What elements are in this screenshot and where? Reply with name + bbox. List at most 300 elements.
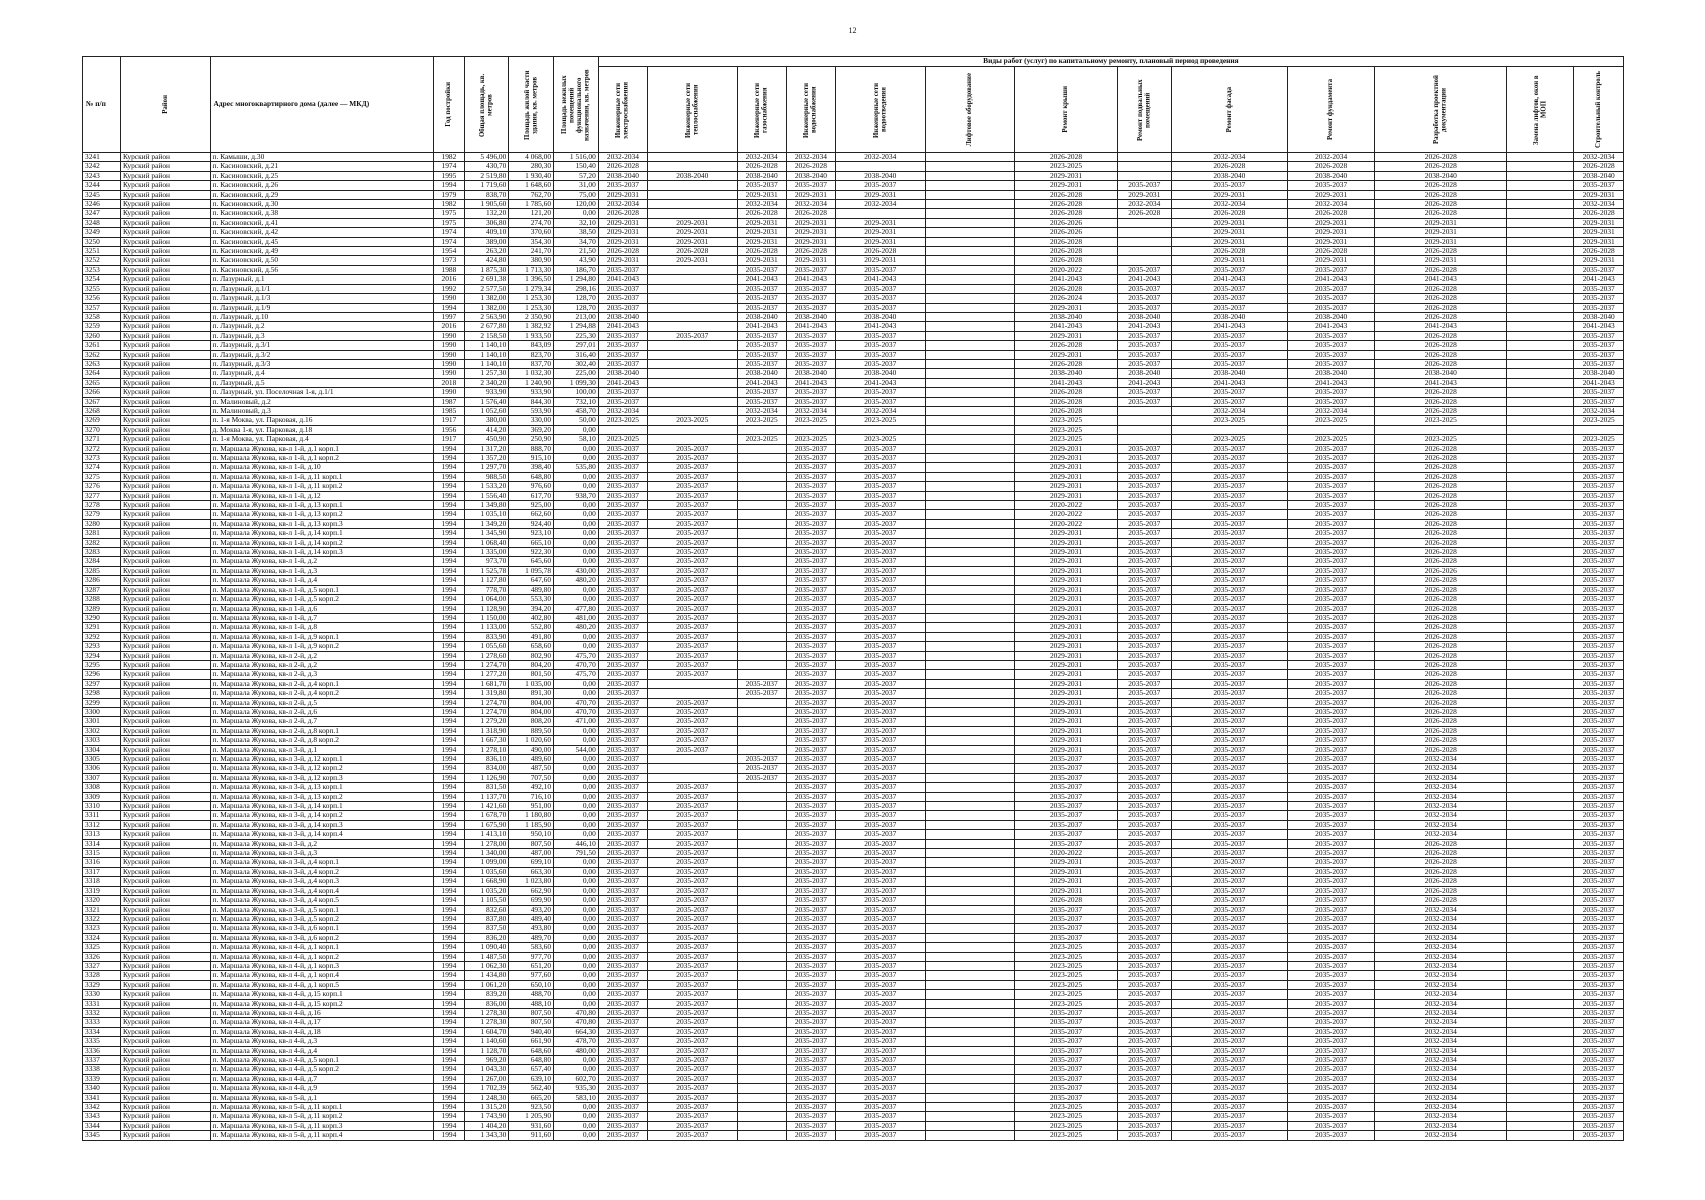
col-basement: 2035-2037 bbox=[1117, 707, 1171, 716]
col-index: 3306 bbox=[83, 764, 121, 773]
table-row bbox=[83, 350, 1624, 359]
col-basement: 2035-2037 bbox=[1117, 604, 1171, 613]
col-elevator bbox=[925, 331, 1015, 340]
col-sewerage: 2035-2037 bbox=[836, 980, 926, 989]
col-design-docs: 2032-2034 bbox=[1375, 1046, 1507, 1055]
col-power: 2035-2037 bbox=[598, 726, 647, 735]
col-sewerage: 2035-2037 bbox=[836, 1112, 926, 1121]
col-gas bbox=[737, 1074, 786, 1083]
col-lift-windows bbox=[1507, 745, 1574, 754]
col-power: 2035-2037 bbox=[598, 538, 647, 547]
col-living-area: 492,10 bbox=[509, 783, 554, 792]
col-facade: 2035-2037 bbox=[1171, 491, 1287, 500]
col-gas bbox=[737, 538, 786, 547]
col-facade: 2041-2043 bbox=[1171, 275, 1287, 284]
col-design-docs: 2026-2028 bbox=[1375, 726, 1507, 735]
col-facade: 2032-2034 bbox=[1171, 153, 1287, 162]
col-foundation: 2035-2037 bbox=[1288, 886, 1375, 895]
col-year: 2018 bbox=[434, 378, 464, 387]
col-construction-control: 2041-2043 bbox=[1574, 275, 1624, 284]
col-facade: 2035-2037 bbox=[1171, 341, 1287, 350]
col-year: 1994 bbox=[434, 1037, 464, 1046]
col-nonresidential-area: 43,90 bbox=[554, 256, 599, 265]
col-facade: 2035-2037 bbox=[1171, 971, 1287, 980]
col-lift-windows bbox=[1507, 1131, 1574, 1140]
col-foundation: 2035-2037 bbox=[1288, 811, 1375, 820]
col-water-supply: 2035-2037 bbox=[786, 961, 835, 970]
col-basement: 2035-2037 bbox=[1117, 642, 1171, 651]
col-address: п. Маршала Жукова, кв-л 1-й, д.5 корп.2 bbox=[210, 595, 434, 604]
col-district: Курский район bbox=[121, 538, 211, 547]
col-foundation: 2035-2037 bbox=[1288, 867, 1375, 876]
col-index: 3253 bbox=[83, 265, 121, 274]
col-nonresidential-area: 0,00 bbox=[554, 886, 599, 895]
col-sewerage: 2035-2037 bbox=[836, 943, 926, 952]
col-district: Курский район bbox=[121, 1027, 211, 1036]
col-construction-control: 2035-2037 bbox=[1574, 1084, 1624, 1093]
col-living-area: 1 180,80 bbox=[509, 811, 554, 820]
col-elevator bbox=[925, 1037, 1015, 1046]
col-roof: 2029-2031 bbox=[1015, 454, 1118, 463]
col-construction-control bbox=[1574, 425, 1624, 434]
col-living-area: 2 350,90 bbox=[509, 312, 554, 321]
table-row bbox=[83, 952, 1624, 961]
col-foundation: 2035-2037 bbox=[1288, 914, 1375, 923]
col-water-supply: 2035-2037 bbox=[786, 689, 835, 698]
col-design-docs: 2026-2028 bbox=[1375, 284, 1507, 293]
col-year: 1994 bbox=[434, 529, 464, 538]
col-address: п. Маршала Жукова, кв-л 1-й, д.14 корп.1 bbox=[210, 529, 434, 538]
col-basement: 2035-2037 bbox=[1117, 294, 1171, 303]
col-elevator bbox=[925, 200, 1015, 209]
col-elevator bbox=[925, 482, 1015, 491]
col-construction-control: 2035-2037 bbox=[1574, 745, 1624, 754]
col-year: 1994 bbox=[434, 679, 464, 688]
col-power: 2041-2043 bbox=[598, 275, 647, 284]
col-district: Курский район bbox=[121, 642, 211, 651]
col-sewerage: 2035-2037 bbox=[836, 1103, 926, 1112]
col-living-area: 380,90 bbox=[509, 256, 554, 265]
col-roof: 2029-2031 bbox=[1015, 566, 1118, 575]
col-water-supply: 2038-2040 bbox=[786, 369, 835, 378]
col-water-supply: 2035-2037 bbox=[786, 924, 835, 933]
col-foundation: 2035-2037 bbox=[1288, 905, 1375, 914]
col-foundation: 2035-2037 bbox=[1288, 698, 1375, 707]
col-gas: 2035-2037 bbox=[737, 341, 786, 350]
table-row bbox=[83, 576, 1624, 585]
col-construction-control: 2029-2031 bbox=[1574, 228, 1624, 237]
col-foundation: 2035-2037 bbox=[1288, 1018, 1375, 1027]
table-row bbox=[83, 519, 1624, 528]
col-construction-control: 2029-2031 bbox=[1574, 237, 1624, 246]
col-water-supply: 2035-2037 bbox=[786, 463, 835, 472]
table-row bbox=[83, 416, 1624, 425]
col-design-docs: 2041-2043 bbox=[1375, 275, 1507, 284]
col-power: 2035-2037 bbox=[598, 529, 647, 538]
col-power: 2035-2037 bbox=[598, 613, 647, 622]
col-total-area: 1 137,70 bbox=[464, 792, 509, 801]
header-col-power: Инженерные сети электроснабжения bbox=[598, 67, 647, 153]
col-facade: 2035-2037 bbox=[1171, 463, 1287, 472]
col-heating: 2035-2037 bbox=[648, 811, 738, 820]
col-basement: 2035-2037 bbox=[1117, 961, 1171, 970]
col-nonresidential-area: 298,16 bbox=[554, 284, 599, 293]
table-row bbox=[83, 905, 1624, 914]
col-basement: 2035-2037 bbox=[1117, 679, 1171, 688]
col-design-docs: 2026-2028 bbox=[1375, 538, 1507, 547]
col-nonresidential-area: 0,00 bbox=[554, 952, 599, 961]
col-basement: 2035-2037 bbox=[1117, 943, 1171, 952]
col-facade: 2029-2031 bbox=[1171, 190, 1287, 199]
col-facade: 2032-2034 bbox=[1171, 200, 1287, 209]
col-nonresidential-area: 470,70 bbox=[554, 707, 599, 716]
col-water-supply: 2029-2031 bbox=[786, 237, 835, 246]
col-basement: 2035-2037 bbox=[1117, 331, 1171, 340]
col-design-docs: 2026-2028 bbox=[1375, 153, 1507, 162]
col-address: п. Маршала Жукова, кв-л 4-й, д.1 корп.3 bbox=[210, 961, 434, 970]
col-elevator bbox=[925, 510, 1015, 519]
col-roof: 2026-2028 bbox=[1015, 237, 1118, 246]
col-construction-control: 2035-2037 bbox=[1574, 914, 1624, 923]
col-address: п. Маршала Жукова, кв-л 2-й, д.2 bbox=[210, 651, 434, 660]
col-sewerage: 2038-2040 bbox=[836, 369, 926, 378]
col-index: 3252 bbox=[83, 256, 121, 265]
table-row bbox=[83, 566, 1624, 575]
col-construction-control: 2035-2037 bbox=[1574, 933, 1624, 942]
col-design-docs: 2026-2028 bbox=[1375, 548, 1507, 557]
col-total-area: 837,50 bbox=[464, 924, 509, 933]
col-sewerage: 2041-2043 bbox=[836, 322, 926, 331]
col-gas: 2041-2043 bbox=[737, 322, 786, 331]
col-roof: 2029-2031 bbox=[1015, 331, 1118, 340]
col-year: 1992 bbox=[434, 284, 464, 293]
col-nonresidential-area: 470,80 bbox=[554, 1018, 599, 1027]
col-year: 1994 bbox=[434, 632, 464, 641]
col-roof: 2026-2028 bbox=[1015, 406, 1118, 415]
col-lift-windows bbox=[1507, 1046, 1574, 1055]
col-year: 1994 bbox=[434, 726, 464, 735]
col-water-supply: 2035-2037 bbox=[786, 632, 835, 641]
col-construction-control: 2035-2037 bbox=[1574, 1008, 1624, 1017]
col-index: 3261 bbox=[83, 341, 121, 350]
col-living-area: 639,10 bbox=[509, 1074, 554, 1083]
col-elevator bbox=[925, 595, 1015, 604]
col-total-area: 1 318,90 bbox=[464, 726, 509, 735]
col-total-area: 409,10 bbox=[464, 228, 509, 237]
col-gas: 2035-2037 bbox=[737, 689, 786, 698]
col-foundation: 2035-2037 bbox=[1288, 933, 1375, 942]
col-foundation: 2035-2037 bbox=[1288, 585, 1375, 594]
col-lift-windows bbox=[1507, 999, 1574, 1008]
col-facade: 2035-2037 bbox=[1171, 482, 1287, 491]
col-design-docs: 2026-2028 bbox=[1375, 660, 1507, 669]
col-living-area: 488,70 bbox=[509, 990, 554, 999]
col-nonresidential-area: 0,00 bbox=[554, 444, 599, 453]
col-water-supply: 2035-2037 bbox=[786, 802, 835, 811]
col-district: Курский район bbox=[121, 755, 211, 764]
col-year: 1990 bbox=[434, 350, 464, 359]
col-elevator bbox=[925, 369, 1015, 378]
col-index: 3298 bbox=[83, 689, 121, 698]
col-facade: 2035-2037 bbox=[1171, 802, 1287, 811]
col-facade: 2035-2037 bbox=[1171, 613, 1287, 622]
col-water-supply: 2035-2037 bbox=[786, 783, 835, 792]
col-district: Курский район bbox=[121, 218, 211, 227]
col-total-area: 1 343,30 bbox=[464, 1131, 509, 1140]
col-nonresidential-area: 481,00 bbox=[554, 613, 599, 622]
col-foundation: 2035-2037 bbox=[1288, 181, 1375, 190]
col-roof: 2029-2031 bbox=[1015, 689, 1118, 698]
col-design-docs: 2026-2028 bbox=[1375, 886, 1507, 895]
capital-repair-table bbox=[82, 56, 1624, 1141]
col-water-supply: 2026-2028 bbox=[786, 162, 835, 171]
table-row bbox=[83, 999, 1624, 1008]
col-basement: 2035-2037 bbox=[1117, 1046, 1171, 1055]
col-roof: 2029-2031 bbox=[1015, 670, 1118, 679]
col-living-area: 891,30 bbox=[509, 689, 554, 698]
col-living-area: 1 933,50 bbox=[509, 331, 554, 340]
col-construction-control: 2035-2037 bbox=[1574, 679, 1624, 688]
col-facade: 2035-2037 bbox=[1171, 877, 1287, 886]
col-address: п. Маршала Жукова, кв-л 3-й, д.4 корп.2 bbox=[210, 867, 434, 876]
col-address: п. Маршала Жукова, кв-л 1-й, д.1 корп.1 bbox=[210, 444, 434, 453]
col-facade: 2035-2037 bbox=[1171, 1084, 1287, 1093]
col-heating: 2035-2037 bbox=[648, 1074, 738, 1083]
table-row bbox=[83, 933, 1624, 942]
col-nonresidential-area: 480,00 bbox=[554, 1046, 599, 1055]
col-sewerage: 2035-2037 bbox=[836, 359, 926, 368]
col-index: 3263 bbox=[83, 359, 121, 368]
col-nonresidential-area: 0,00 bbox=[554, 726, 599, 735]
col-water-supply: 2029-2031 bbox=[786, 218, 835, 227]
col-living-area: 1 095,78 bbox=[509, 566, 554, 575]
col-roof: 2035-2037 bbox=[1015, 830, 1118, 839]
col-total-area: 1 061,20 bbox=[464, 980, 509, 989]
col-lift-windows bbox=[1507, 397, 1574, 406]
col-sewerage: 2035-2037 bbox=[836, 566, 926, 575]
col-sewerage: 2023-2025 bbox=[836, 435, 926, 444]
col-facade: 2035-2037 bbox=[1171, 896, 1287, 905]
col-foundation: 2035-2037 bbox=[1288, 717, 1375, 726]
col-nonresidential-area: 0,00 bbox=[554, 990, 599, 999]
col-index: 3312 bbox=[83, 820, 121, 829]
col-address: п. Маршала Жукова, кв-л 3-й, д.4 корп.5 bbox=[210, 896, 434, 905]
col-heating: 2026-2028 bbox=[648, 247, 738, 256]
col-lift-windows bbox=[1507, 322, 1574, 331]
col-district: Курский район bbox=[121, 416, 211, 425]
col-heating: 2035-2037 bbox=[648, 886, 738, 895]
col-elevator bbox=[925, 378, 1015, 387]
col-sewerage: 2035-2037 bbox=[836, 764, 926, 773]
col-elevator bbox=[925, 576, 1015, 585]
col-facade: 2035-2037 bbox=[1171, 566, 1287, 575]
col-living-area: 491,80 bbox=[509, 632, 554, 641]
col-basement: 2035-2037 bbox=[1117, 1018, 1171, 1027]
col-construction-control: 2035-2037 bbox=[1574, 867, 1624, 876]
col-foundation: 2035-2037 bbox=[1288, 971, 1375, 980]
col-nonresidential-area: 128,70 bbox=[554, 303, 599, 312]
col-year: 1994 bbox=[434, 839, 464, 848]
col-total-area: 1 277,20 bbox=[464, 670, 509, 679]
table-row bbox=[83, 604, 1624, 613]
col-year: 1994 bbox=[434, 811, 464, 820]
col-nonresidential-area: 0,00 bbox=[554, 736, 599, 745]
col-heating: 2035-2037 bbox=[648, 548, 738, 557]
col-power: 2026-2028 bbox=[598, 209, 647, 218]
col-living-area: 699,90 bbox=[509, 896, 554, 905]
col-facade: 2026-2028 bbox=[1171, 247, 1287, 256]
col-elevator bbox=[925, 877, 1015, 886]
col-gas: 2035-2037 bbox=[737, 294, 786, 303]
col-basement: 2035-2037 bbox=[1117, 284, 1171, 293]
col-gas bbox=[737, 698, 786, 707]
col-gas bbox=[737, 849, 786, 858]
col-nonresidential-area: 1 099,30 bbox=[554, 378, 599, 387]
col-total-area: 2 158,50 bbox=[464, 331, 509, 340]
col-index: 3342 bbox=[83, 1103, 121, 1112]
col-lift-windows bbox=[1507, 886, 1574, 895]
col-elevator bbox=[925, 501, 1015, 510]
col-living-area: 801,50 bbox=[509, 670, 554, 679]
col-sewerage: 2029-2031 bbox=[836, 228, 926, 237]
col-index: 3301 bbox=[83, 717, 121, 726]
col-elevator bbox=[925, 397, 1015, 406]
col-foundation: 2029-2031 bbox=[1288, 190, 1375, 199]
col-living-area: 493,80 bbox=[509, 924, 554, 933]
col-foundation: 2035-2037 bbox=[1288, 670, 1375, 679]
col-gas bbox=[737, 472, 786, 481]
col-district: Курский район bbox=[121, 1037, 211, 1046]
col-power: 2035-2037 bbox=[598, 755, 647, 764]
col-year: 1994 bbox=[434, 905, 464, 914]
table-row bbox=[83, 510, 1624, 519]
col-address: п. Маршала Жукова, кв-л 1-й, д.6 bbox=[210, 604, 434, 613]
col-sewerage: 2035-2037 bbox=[836, 388, 926, 397]
col-year: 1917 bbox=[434, 435, 464, 444]
col-gas bbox=[737, 1037, 786, 1046]
col-heating bbox=[648, 265, 738, 274]
col-design-docs: 2026-2028 bbox=[1375, 670, 1507, 679]
col-water-supply: 2035-2037 bbox=[786, 181, 835, 190]
col-heating: 2035-2037 bbox=[648, 331, 738, 340]
col-facade: 2035-2037 bbox=[1171, 867, 1287, 876]
col-construction-control: 2035-2037 bbox=[1574, 529, 1624, 538]
col-gas: 2026-2028 bbox=[737, 209, 786, 218]
col-total-area: 1 675,90 bbox=[464, 820, 509, 829]
col-lift-windows bbox=[1507, 557, 1574, 566]
col-facade: 2035-2037 bbox=[1171, 717, 1287, 726]
col-year: 1994 bbox=[434, 886, 464, 895]
col-total-area: 1 140,10 bbox=[464, 341, 509, 350]
col-lift-windows bbox=[1507, 877, 1574, 886]
col-design-docs: 2032-2034 bbox=[1375, 924, 1507, 933]
col-roof: 2026-2024 bbox=[1015, 294, 1118, 303]
col-index: 3314 bbox=[83, 839, 121, 848]
col-living-area: 844,30 bbox=[509, 397, 554, 406]
col-address: п. Маршала Жукова, кв-л 4-й, д.5 корп.1 bbox=[210, 1056, 434, 1065]
col-gas: 2035-2037 bbox=[737, 764, 786, 773]
col-construction-control: 2035-2037 bbox=[1574, 660, 1624, 669]
col-water-supply: 2035-2037 bbox=[786, 1084, 835, 1093]
col-index: 3311 bbox=[83, 811, 121, 820]
col-year: 1994 bbox=[434, 566, 464, 575]
col-construction-control: 2035-2037 bbox=[1574, 980, 1624, 989]
col-sewerage: 2041-2043 bbox=[836, 378, 926, 387]
col-index: 3264 bbox=[83, 369, 121, 378]
col-district: Курский район bbox=[121, 406, 211, 415]
col-index: 3322 bbox=[83, 914, 121, 923]
col-lift-windows bbox=[1507, 510, 1574, 519]
col-sewerage: 2035-2037 bbox=[836, 802, 926, 811]
col-power: 2035-2037 bbox=[598, 660, 647, 669]
col-heating bbox=[648, 350, 738, 359]
col-district: Курский район bbox=[121, 237, 211, 246]
col-sewerage: 2035-2037 bbox=[836, 670, 926, 679]
col-elevator bbox=[925, 933, 1015, 942]
col-basement bbox=[1117, 416, 1171, 425]
col-district: Курский район bbox=[121, 519, 211, 528]
col-power: 2032-2034 bbox=[598, 153, 647, 162]
col-lift-windows bbox=[1507, 388, 1574, 397]
col-power: 2032-2034 bbox=[598, 406, 647, 415]
col-index: 3255 bbox=[83, 284, 121, 293]
col-elevator bbox=[925, 689, 1015, 698]
col-design-docs bbox=[1375, 425, 1507, 434]
col-living-area: 593,90 bbox=[509, 406, 554, 415]
col-nonresidential-area: 31,00 bbox=[554, 181, 599, 190]
col-construction-control: 2038-2040 bbox=[1574, 312, 1624, 321]
col-address: п. Маршала Жукова, кв-л 1-й, д.8 bbox=[210, 623, 434, 632]
col-facade: 2035-2037 bbox=[1171, 736, 1287, 745]
col-district: Курский район bbox=[121, 1121, 211, 1130]
col-water-supply: 2035-2037 bbox=[786, 501, 835, 510]
col-year: 1990 bbox=[434, 341, 464, 350]
col-index: 3281 bbox=[83, 529, 121, 538]
col-gas: 2035-2037 bbox=[737, 265, 786, 274]
col-heating: 2023-2025 bbox=[648, 416, 738, 425]
col-living-area: 665,10 bbox=[509, 538, 554, 547]
col-heating: 2035-2037 bbox=[648, 1037, 738, 1046]
col-sewerage: 2035-2037 bbox=[836, 557, 926, 566]
col-basement: 2035-2037 bbox=[1117, 350, 1171, 359]
table-row bbox=[83, 717, 1624, 726]
col-sewerage: 2035-2037 bbox=[836, 698, 926, 707]
col-gas bbox=[737, 1112, 786, 1121]
col-construction-control: 2035-2037 bbox=[1574, 839, 1624, 848]
col-nonresidential-area: 100,00 bbox=[554, 388, 599, 397]
col-construction-control: 2035-2037 bbox=[1574, 482, 1624, 491]
col-total-area: 1 382,00 bbox=[464, 303, 509, 312]
col-sewerage: 2035-2037 bbox=[836, 491, 926, 500]
col-index: 3328 bbox=[83, 971, 121, 980]
col-basement: 2035-2037 bbox=[1117, 896, 1171, 905]
col-index: 3327 bbox=[83, 961, 121, 970]
col-elevator bbox=[925, 726, 1015, 735]
col-foundation: 2035-2037 bbox=[1288, 1121, 1375, 1130]
col-design-docs: 2026-2028 bbox=[1375, 463, 1507, 472]
col-nonresidential-area: 0,00 bbox=[554, 642, 599, 651]
col-gas bbox=[737, 858, 786, 867]
col-gas: 2032-2034 bbox=[737, 406, 786, 415]
col-sewerage: 2029-2031 bbox=[836, 256, 926, 265]
col-roof: 2029-2031 bbox=[1015, 604, 1118, 613]
col-foundation: 2035-2037 bbox=[1288, 1037, 1375, 1046]
col-design-docs: 2032-2034 bbox=[1375, 1112, 1507, 1121]
col-basement bbox=[1117, 218, 1171, 227]
col-elevator bbox=[925, 651, 1015, 660]
col-construction-control: 2035-2037 bbox=[1574, 1121, 1624, 1130]
col-sewerage: 2035-2037 bbox=[836, 1046, 926, 1055]
